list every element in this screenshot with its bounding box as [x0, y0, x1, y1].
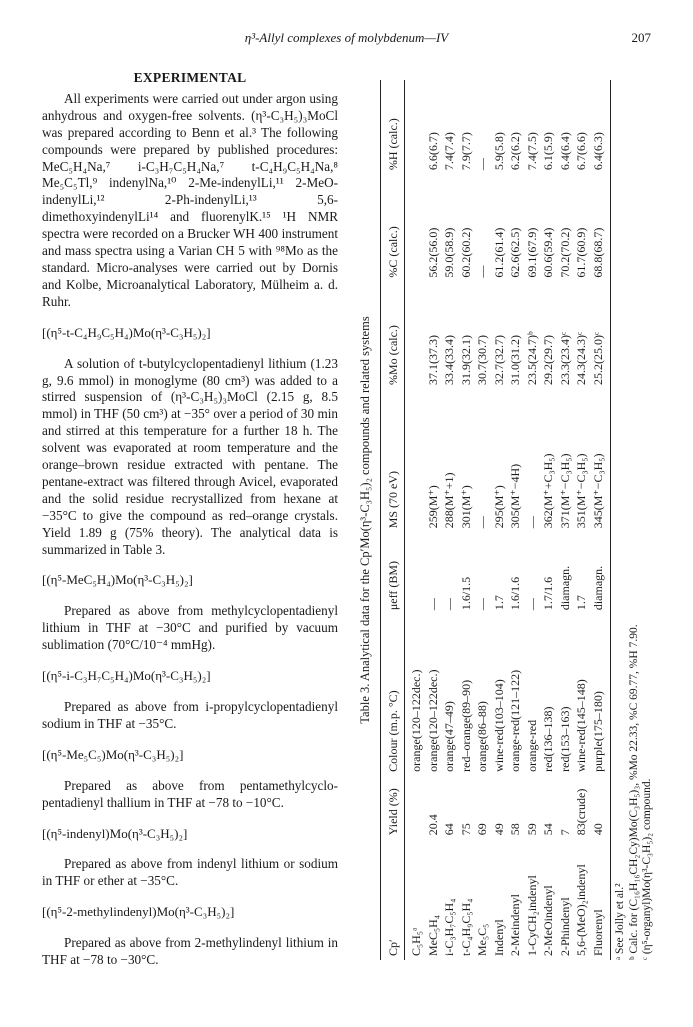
- table-header-row: [382, 80, 404, 960]
- cell-cp: Fluorenyl: [590, 909, 605, 956]
- text-column: [42, 70, 338, 969]
- compound-paragraph: Prepared as above from indenyl lithium or sodium in THF or ether at −35°C.: [42, 856, 338, 889]
- compound-paragraph: Prepared as above from pentamethylcyclo-pentadienyl thallium in THF at −78 to −10°C.: [42, 777, 338, 810]
- cell-ms: 301(M⁺): [458, 485, 473, 529]
- cell-h: 6.6(6.7): [425, 132, 440, 171]
- column-header-yield: Yield (%): [385, 788, 400, 836]
- cell-cp: i-C₃H₇C₅H₄: [442, 898, 456, 956]
- cell-c: 59.0(58.9): [442, 227, 456, 278]
- cell-colour: orange-red(121–122): [508, 669, 522, 772]
- cell-cp: 2-Phindenyl: [557, 897, 572, 956]
- cell-ms: 351(M⁺−C₃H₅): [574, 453, 588, 529]
- cell-mo: 31.9(32.1): [458, 335, 473, 386]
- cell-ms: 345(M⁺−C₃H₅): [590, 453, 605, 529]
- cell-yield: 59: [524, 823, 539, 836]
- cell-yield: 83(crude): [574, 788, 588, 836]
- cell-ms: —: [524, 516, 539, 529]
- cell-cp: 5,6-(MeO)₂indenyl: [574, 864, 588, 956]
- cell-mo: 37.1(37.3): [425, 335, 440, 386]
- cell-c: —: [475, 265, 489, 278]
- cell-mu: 1.7: [574, 595, 588, 611]
- cell-colour: orange(120–122dec.): [409, 669, 423, 772]
- table-row: [474, 80, 491, 960]
- section-heading: EXPERIMENTAL: [133, 70, 247, 85]
- cell-yield: 75: [458, 823, 473, 836]
- cell-yield: 54: [541, 823, 555, 836]
- cell-colour: orange(47–49): [442, 701, 456, 772]
- cell-c: 56.2(56.0): [425, 227, 440, 278]
- cell-mo: 33.4(33.4): [442, 335, 456, 386]
- cell-mu: —: [524, 598, 539, 611]
- compound-heading: [(η⁵-t-C₄H₉C₅H₄)Mo(η³-C₃H₅)₂]: [42, 324, 211, 340]
- intro-paragraph: All experiments were carried out under argon using anhydrous and oxygen-free solvents. (η³-C₃H₅)₃MoCl was prepared according to Benn et al.³ The following compounds were prepared by published procedures: MeC₅H₄Na,⁷ i-C₃H₇C₅H₄Na,⁷ t-C₄H₉C₅H₄Na,⁸ Me₅C₅Tl,⁹ indenylNa,¹⁰ 2-Me-indenylLi,¹¹ 2-MeO-indenylLi,¹² 2-Ph-indenylLi,¹³ 5,6-dimethoxyindenylLi¹⁴ and fluorenylK.¹⁵ ¹H NMR spectra were recorded on a Brucker WH 400 instrument and mass spectra using a Varian CH 5 with ⁹⁸Mo as the standard. Micro-analyses were carried out by Dornis and Kolbe, Microanalytical Laboratory, Mülheim a. d. Ruhr.: [42, 90, 338, 309]
- table-3: [358, 70, 653, 970]
- cell-colour: red(136–138): [541, 706, 555, 772]
- cell-ms: 259(M⁺): [425, 485, 440, 529]
- table-row: [491, 80, 508, 960]
- cell-mu: diamagn.: [590, 565, 605, 611]
- cell-colour: orange(120–122dec.): [425, 669, 440, 772]
- table-row: [458, 80, 475, 960]
- cell-yield: 58: [508, 823, 522, 836]
- cell-mo: 32.7(32.7): [491, 335, 506, 386]
- table-row: [404, 80, 425, 960]
- cell-mu: [404, 532, 425, 614]
- cell-mu: 1.7: [491, 595, 506, 611]
- cell-yield: 49: [491, 823, 506, 836]
- table-body: [404, 80, 606, 960]
- compound-paragraph: Prepared as above from methylcyclopentadienyl lithium in THF at −30°C and purified by vacuum sublimation (70°C/10⁻⁴ mmHg).: [42, 603, 338, 653]
- cell-cp: Me₅C₅: [475, 923, 489, 956]
- cell-mo: 29.2(29.7): [541, 335, 555, 386]
- cell-c: [404, 174, 425, 281]
- cell-mu: 1.6/1.5: [458, 576, 473, 611]
- cell-c: 70.2(70.2): [557, 227, 572, 278]
- data-table: [382, 80, 606, 960]
- cell-mo: 23.3(23.4)ᶜ: [557, 331, 572, 386]
- cell-h: 7.4(7.4): [442, 132, 456, 171]
- table-rule-bottom: [610, 80, 611, 960]
- cell-yield: [404, 776, 425, 839]
- cell-h: 6.7(6.6): [574, 132, 588, 171]
- cell-c: 62.6(62.5): [508, 227, 522, 278]
- cell-h: 6.4(6.4): [557, 132, 572, 171]
- cell-ms: 295(M⁺): [491, 485, 506, 529]
- cell-yield: 69: [475, 823, 489, 836]
- cell-mo: 31.0(31.2): [508, 335, 522, 386]
- cell-yield: 20.4: [425, 814, 440, 836]
- footnote: ᶜ (η⁵-organyl)Mo(η³-C₃H₅)₂ compound.: [641, 778, 653, 960]
- cell-colour: red(153–163): [557, 706, 572, 772]
- rotated-table-region: [358, 70, 653, 970]
- cell-c: 68.8(68.7): [590, 227, 605, 278]
- cell-h: —: [475, 158, 489, 171]
- cell-mu: diamagn.: [557, 565, 572, 611]
- footnote: ᵃ See Jolly et al.²: [614, 883, 626, 960]
- cell-c: 61.7(60.9): [574, 227, 588, 278]
- table-row: [441, 80, 458, 960]
- table-caption: Table 3. Analytical data for the Cp′Mo(η³-C₃H₅)₂ compounds and related systems: [358, 316, 372, 724]
- cell-yield: 64: [442, 823, 456, 836]
- cell-ms: 371(M⁺−C₃H₅): [557, 453, 572, 529]
- running-head: [0, 30, 693, 48]
- cell-mu: —: [475, 598, 489, 611]
- cell-cp: 1-CyCH₂indenyl: [524, 875, 539, 956]
- footnote: ᵇ Calc. for (C₁₆H₁₆CH₂Cy)Mo(C₃H₅)₃, %Mo 22.33, %C 69.77, %H 7.90.: [627, 624, 640, 960]
- column-header-ms: MS (70 eV): [385, 470, 400, 529]
- cell-mo: 24.3(24.3)ᶜ: [574, 331, 588, 386]
- compound-paragraph: A solution of t-butylcyclopentadienyl lithium (1.23 g, 9.6 mmol) in monoglyme (80 cm³) was added to a stirred suspension of (η³-C₃H₅)₃MoCl (2.15 g, 8.5 mmol) in THF (50 cm³) at −35° over a period of 30 min and stirred at this temperature for a further 18 h. The solvent was evaporated at room temperature and the orange–brown residue extracted with pentane. The pentane-extract was filtered through Avicel, evaporated and the solid residue recrystallized from hexane at −35°C to give the compound as red–orange crystals. Yield 1.89 g (75% theory). The analytical data is summarized in Table 3.: [42, 355, 338, 557]
- column-header-h: %H (calc.): [385, 118, 400, 171]
- cell-ms: —: [475, 516, 489, 529]
- cell-h: 6.4(6.3): [590, 132, 605, 171]
- cell-colour: wine-red(145–148): [574, 679, 588, 772]
- cell-mo: 30.7(30.7): [475, 335, 489, 386]
- cell-h: [404, 80, 425, 174]
- cell-colour: wine-red(103–104): [491, 679, 506, 772]
- cell-h: 6.1(5.9): [541, 132, 555, 171]
- cell-mu: 1.6/1.6: [508, 576, 522, 611]
- cell-cp: t-C₄H₉C₅H₄: [458, 898, 473, 956]
- cell-yield: 7: [557, 829, 572, 836]
- cell-cp: C₅H₅ᵃ: [409, 927, 423, 956]
- table-row: [540, 80, 557, 960]
- running-title: η³-Allyl complexes of molybdenum—IV: [244, 30, 449, 45]
- cell-h: 7.4(7.5): [524, 132, 539, 171]
- cell-colour: orange-red: [524, 719, 539, 772]
- cell-mu: —: [425, 598, 440, 611]
- cell-mo: 25.2(25.0)ᶜ: [590, 331, 605, 386]
- cell-cp: 2-Meindenyl: [508, 894, 522, 956]
- cell-ms: 362(M⁺+C₃H₅): [541, 453, 555, 529]
- cell-cp: Indenyl: [491, 919, 506, 956]
- compound-heading: [(η⁵-Me₅C₅)Mo(η³-C₃H₅)₂]: [42, 746, 184, 762]
- table-row: [425, 80, 442, 960]
- cell-yield: 40: [590, 823, 605, 836]
- compound-paragraph: Prepared as above from 2-methylindenyl lithium in THF at −78 to −30°C.: [42, 935, 338, 968]
- table-row: [524, 80, 541, 960]
- table-row: [573, 80, 590, 960]
- cell-mu: —: [442, 598, 456, 611]
- cell-c: 60.6(59.4): [541, 227, 555, 278]
- cell-c: 61.2(61.4): [491, 227, 506, 278]
- cell-cp: 2-MeOindenyl: [541, 885, 555, 956]
- cell-ms: 288(M⁺+1): [442, 472, 456, 529]
- cell-colour: orange(86–88): [475, 701, 489, 772]
- cell-h: 5.9(5.8): [491, 132, 506, 171]
- compound-heading: [(η⁵-MeC₅H₄)Mo(η³-C₃H₅)₂]: [42, 572, 193, 588]
- compound-paragraph: Prepared as above from i-propylcyclopentadienyl sodium in THF at −35°C.: [42, 699, 338, 731]
- table-row: [590, 80, 607, 960]
- column-header-mo: %Mo (calc.): [385, 325, 400, 386]
- column-header-c: %C (calc.): [385, 226, 400, 278]
- table-row: [557, 80, 574, 960]
- table-rule-top: [380, 80, 381, 960]
- cell-ms: 305(M⁺−4H): [508, 463, 522, 529]
- table-row: [507, 80, 524, 960]
- cell-h: 6.2(6.2): [508, 132, 522, 171]
- compound-heading: [(η⁵-2-methylindenyl)Mo(η³-C₃H₅)₂]: [42, 904, 235, 920]
- compound-heading: [(η⁵-indenyl)Mo(η³-C₃H₅)₂]: [42, 825, 188, 841]
- cell-colour: red–orange(89–90): [458, 679, 473, 772]
- column-header-cp: Cp′: [385, 939, 400, 956]
- column-header-colour: Colour (m.p. °C): [385, 690, 400, 772]
- cell-ms: [404, 389, 425, 532]
- cell-c: 60.2(60.2): [458, 227, 473, 278]
- cell-colour: purple(175–180): [590, 691, 605, 772]
- cell-cp: MeC₅H₄: [425, 914, 440, 956]
- column-header-mu: μeff (BM): [385, 560, 400, 611]
- cell-mo: 23.5(24.7)ᵇ: [524, 331, 539, 386]
- table-footnotes: [614, 80, 655, 960]
- compound-heading: [(η⁵-i-C₃H₇C₅H₄)Mo(η³-C₃H₅)₂]: [42, 668, 211, 684]
- cell-c: 69.1(67.9): [524, 227, 539, 278]
- cell-h: 7.9(7.7): [458, 132, 473, 171]
- cell-mu: 1.7/1.6: [541, 576, 555, 611]
- cell-mo: [404, 282, 425, 389]
- page-number: 207: [631, 30, 651, 45]
